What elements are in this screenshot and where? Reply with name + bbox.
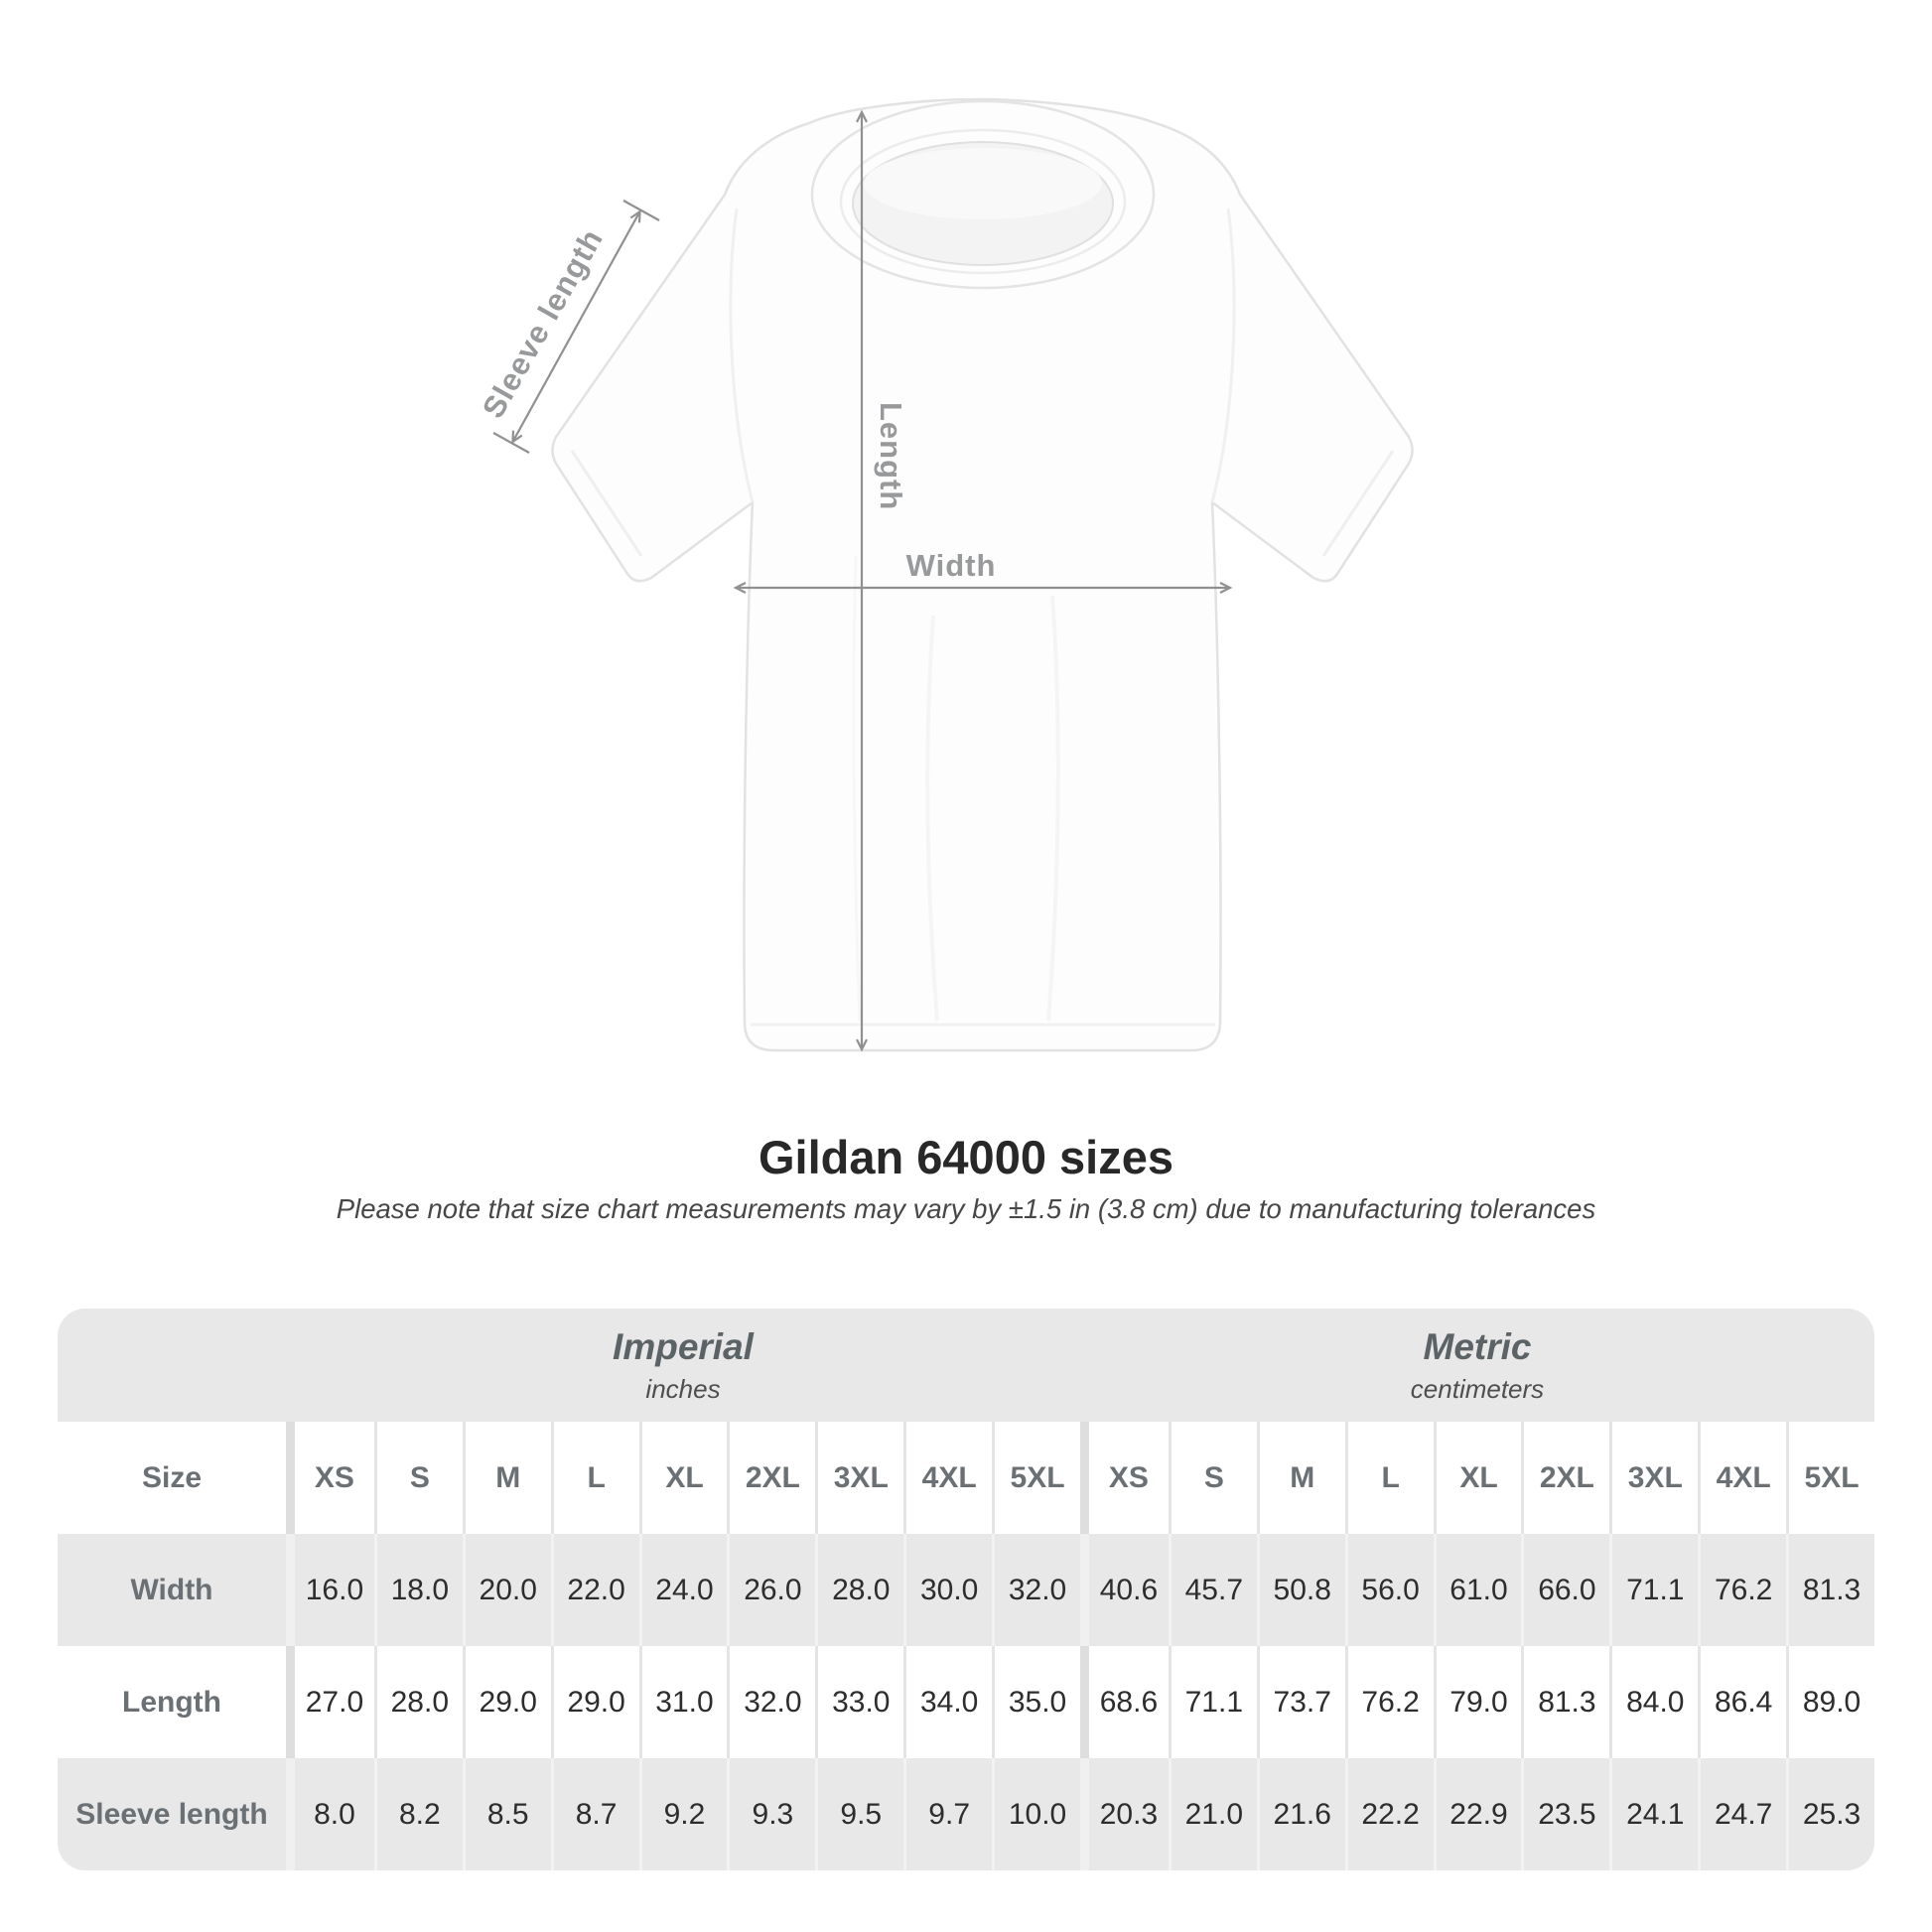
- tshirt-collar-inside: [864, 148, 1102, 219]
- measurement-value: 27.0: [286, 1646, 374, 1758]
- size-column-header: XL: [639, 1422, 728, 1534]
- metric-header: [1080, 1309, 1874, 1422]
- measurement-value: 26.0: [727, 1534, 815, 1646]
- measurement-value: 40.6: [1080, 1534, 1169, 1646]
- size-column-header: 2XL: [727, 1422, 815, 1534]
- measurement-value: 21.6: [1257, 1758, 1345, 1870]
- measurement-value: 35.0: [992, 1646, 1080, 1758]
- measurement-value: 34.0: [903, 1646, 992, 1758]
- measurement-value: 16.0: [286, 1534, 374, 1646]
- measurement-value: 23.5: [1521, 1758, 1609, 1870]
- size-column-header: M: [1257, 1422, 1345, 1534]
- measurement-value: 20.3: [1080, 1758, 1169, 1870]
- sleeve-length-label: Sleeve length: [475, 222, 611, 425]
- measurement-value: 76.2: [1345, 1646, 1434, 1758]
- size-column-header: XS: [1080, 1422, 1169, 1534]
- measure-row-2-label: Sleeve length: [75, 1797, 268, 1831]
- metric-unit: centimeters: [1410, 1373, 1545, 1404]
- measurement-value: 81.3: [1521, 1646, 1609, 1758]
- measurement-value: 8.0: [286, 1758, 374, 1870]
- imperial-title: Imperial: [613, 1325, 754, 1367]
- measurement-value: 9.3: [727, 1758, 815, 1870]
- measurement-value: 9.5: [815, 1758, 903, 1870]
- measurement-value: 86.4: [1698, 1646, 1786, 1758]
- unit-header-spacer: [58, 1309, 286, 1422]
- width-label: Width: [905, 548, 997, 583]
- measurement-value: 76.2: [1698, 1534, 1786, 1646]
- measurement-value: 32.0: [727, 1646, 815, 1758]
- size-header-row-label: Size: [141, 1460, 203, 1494]
- measurement-value: 30.0: [903, 1534, 992, 1646]
- size-column-header: XS: [286, 1422, 374, 1534]
- measurement-value: 61.0: [1434, 1534, 1522, 1646]
- measurement-value: 28.0: [374, 1646, 463, 1758]
- measurement-value: 22.2: [1345, 1758, 1434, 1870]
- measurement-value: 8.5: [463, 1758, 551, 1870]
- measure-row-1: [58, 1646, 1874, 1758]
- measurement-value: 33.0: [815, 1646, 903, 1758]
- length-label: Length: [874, 402, 908, 511]
- measurement-value: 68.6: [1080, 1646, 1169, 1758]
- imperial-unit: inches: [645, 1373, 721, 1404]
- size-column-header: 2XL: [1521, 1422, 1609, 1534]
- measurement-value: 32.0: [992, 1534, 1080, 1646]
- size-column-header: M: [463, 1422, 551, 1534]
- measurement-value: 18.0: [374, 1534, 463, 1646]
- measurement-value: 71.1: [1609, 1534, 1698, 1646]
- measurement-value: 21.0: [1169, 1758, 1257, 1870]
- size-column-header: S: [374, 1422, 463, 1534]
- measurement-value: 66.0: [1521, 1534, 1609, 1646]
- size-column-header: L: [1345, 1422, 1434, 1534]
- size-column-header: XL: [1434, 1422, 1522, 1534]
- size-column-header: 5XL: [992, 1422, 1080, 1534]
- measurement-value: 50.8: [1257, 1534, 1345, 1646]
- measurement-value: 24.7: [1698, 1758, 1786, 1870]
- measurement-value: 22.9: [1434, 1758, 1522, 1870]
- measurement-value: 29.0: [463, 1646, 551, 1758]
- unit-header-row: [58, 1309, 1874, 1422]
- measure-row-0: [58, 1534, 1874, 1646]
- measurement-value: 10.0: [992, 1758, 1080, 1870]
- size-header-row: [58, 1422, 1874, 1534]
- measurement-value: 56.0: [1345, 1534, 1434, 1646]
- size-column-header: S: [1169, 1422, 1257, 1534]
- size-table: [58, 1309, 1874, 1870]
- measurement-value: 79.0: [1434, 1646, 1522, 1758]
- imperial-header: [286, 1309, 1080, 1422]
- measurement-value: 73.7: [1257, 1646, 1345, 1758]
- measurement-value: 9.7: [903, 1758, 992, 1870]
- measurement-value: 24.1: [1609, 1758, 1698, 1870]
- metric-title: Metric: [1423, 1325, 1532, 1367]
- size-column-header: L: [551, 1422, 639, 1534]
- size-column-header: 3XL: [1609, 1422, 1698, 1534]
- size-column-header: 4XL: [903, 1422, 992, 1534]
- measurement-value: 24.0: [639, 1534, 728, 1646]
- measurement-value: 71.1: [1169, 1646, 1257, 1758]
- measurement-value: 20.0: [463, 1534, 551, 1646]
- measurement-value: 28.0: [815, 1534, 903, 1646]
- sleeve-end-tick-top: [623, 201, 659, 220]
- page-title: Gildan 64000 sizes: [758, 1131, 1174, 1183]
- measurement-value: 29.0: [551, 1646, 639, 1758]
- measure-row-0-label: Width: [130, 1573, 213, 1606]
- tolerance-note: Please note that size chart measurements may vary by ±1.5 in (3.8 cm) due to manufacturing tolerances: [336, 1193, 1596, 1224]
- measurement-value: 84.0: [1609, 1646, 1698, 1758]
- measurement-value: 9.2: [639, 1758, 728, 1870]
- size-column-header: 5XL: [1786, 1422, 1874, 1534]
- measurement-value: 22.0: [551, 1534, 639, 1646]
- size-column-header: 4XL: [1698, 1422, 1786, 1534]
- measure-row-2: [58, 1758, 1874, 1870]
- measurement-value: 81.3: [1786, 1534, 1874, 1646]
- measurement-value: 89.0: [1786, 1646, 1874, 1758]
- measure-row-1-label: Length: [122, 1685, 221, 1719]
- size-column-header: 3XL: [815, 1422, 903, 1534]
- measurement-value: 45.7: [1169, 1534, 1257, 1646]
- measurement-value: 8.7: [551, 1758, 639, 1870]
- sleeve-end-tick-bottom: [493, 433, 529, 453]
- measurement-value: 31.0: [639, 1646, 728, 1758]
- measurement-value: 25.3: [1786, 1758, 1874, 1870]
- measurement-value: 8.2: [374, 1758, 463, 1870]
